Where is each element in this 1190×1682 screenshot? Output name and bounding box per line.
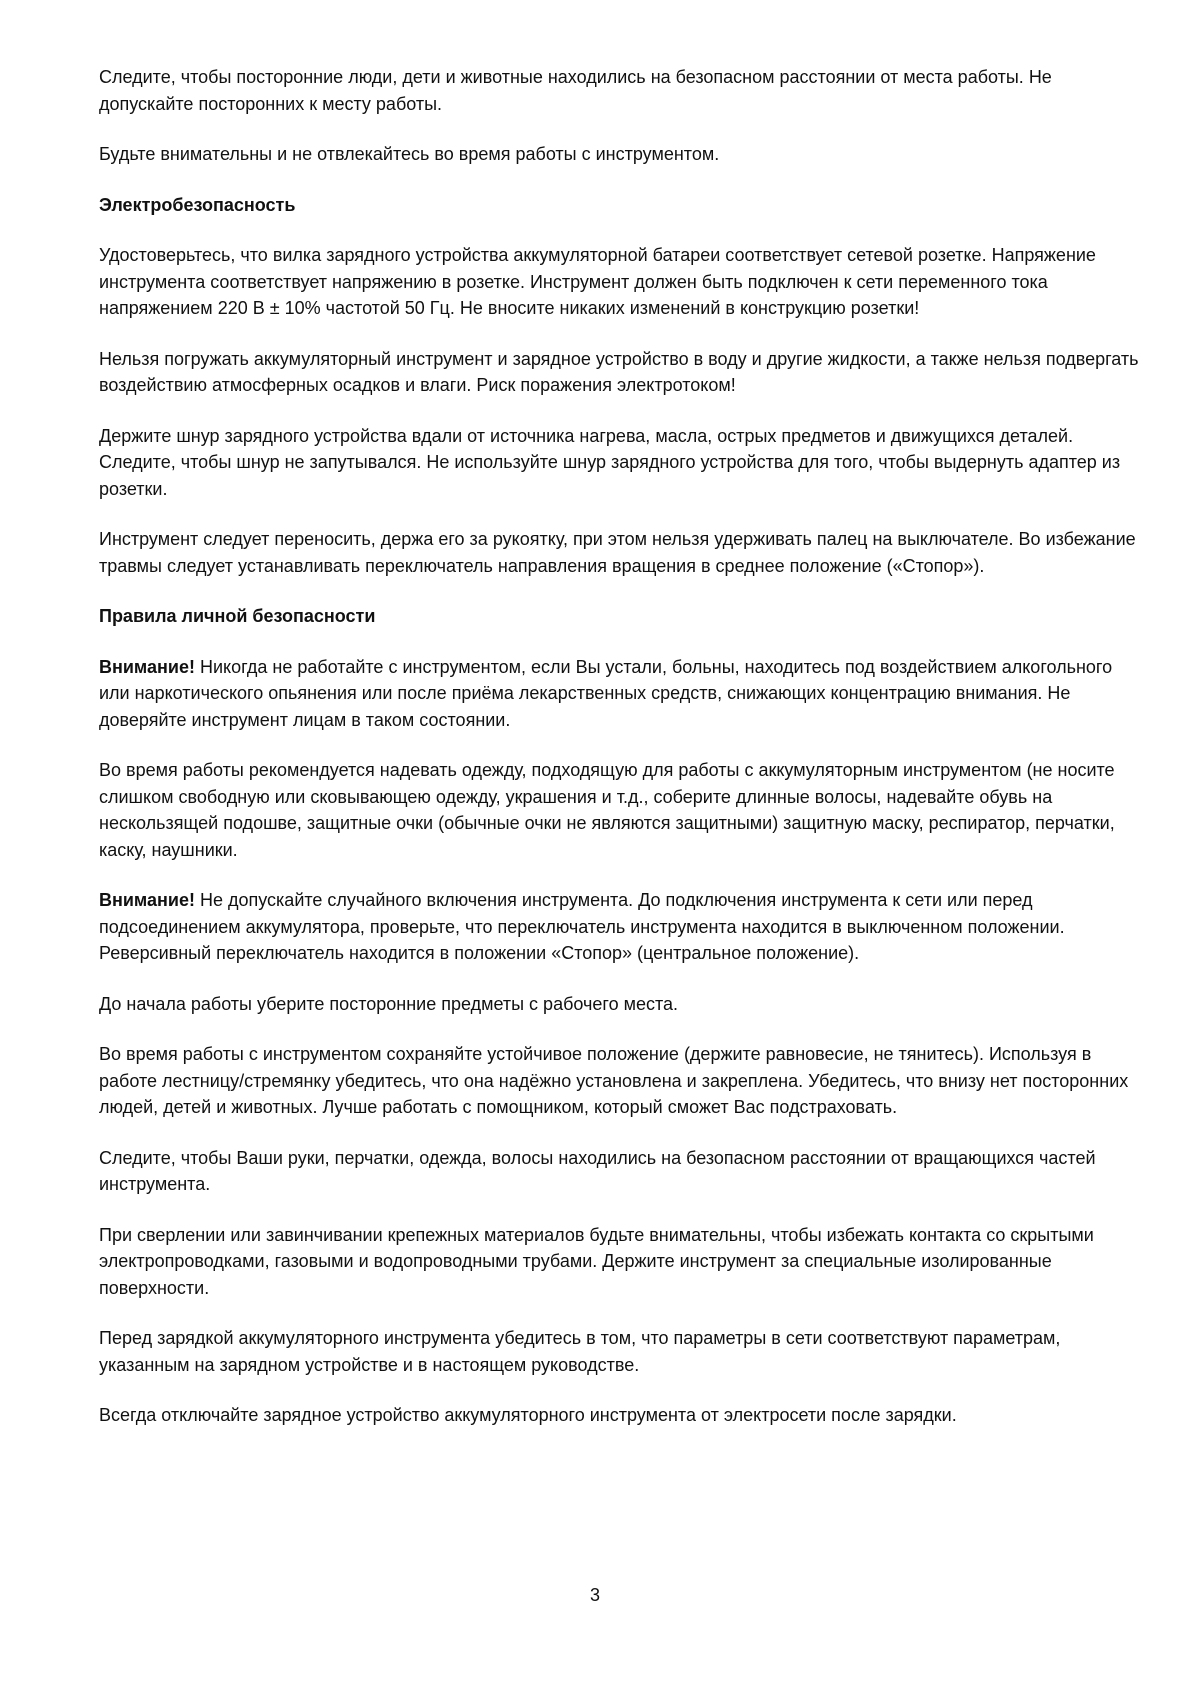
section-heading-electrical-safety: Электробезопасность — [99, 194, 296, 215]
document-body — [99, 64, 1139, 1453]
paragraph: Будьте внимательны и не отвлекайтесь во время работы с инструментом. — [99, 144, 720, 164]
paragraph: Во время работы рекомендуется надевать одежду, подходящую для работы с аккумуляторным инструментом (не носите слишком свободную или сковывающею одежду, украшения и т.д., соберите длинные волосы, надевайте обувь на нескользящей подошве, защитные очки (обычные очки не являются защитными) защитную маску, респиратор, перчатки, каску, наушники. — [99, 760, 1115, 860]
warning-label: Внимание! — [99, 890, 195, 910]
paragraph: Следите, чтобы Ваши руки, перчатки, одежда, волосы находились на безопасном расстоянии от вращающихся частей инструмента. — [99, 1147, 1096, 1194]
warning-label: Внимание! — [99, 656, 195, 677]
paragraph: При сверлении или завинчивании крепежных материалов будьте внимательны, чтобы избежать контакта со скрытыми электропроводками, газовыми и водопроводными трубами. Держите инструмент за специальные изолированные поверхности. — [99, 1224, 1094, 1298]
paragraph: Удостоверьтесь, что вилка зарядного устройства аккумуляторной батареи соответствует сетевой розетке. Напряжение инструмента соответствует напряжению в розетке. Инструмент должен быть подключен к сети переменного тока напряжением 220 В ± 10% частотой 50 Гц. Не вносите никаких изменений в конструкцию розетки! — [99, 245, 1096, 318]
paragraph: Держите шнур зарядного устройства вдали от источника нагрева, масла, острых предметов и движущихся деталей. Следите, чтобы шнур не запутывался. Не используйте шнур зарядного устройства для того, чтобы выдернуть адаптер из розетки. — [99, 425, 1121, 499]
page-number: 3 — [589, 1585, 600, 1605]
paragraph: Всегда отключайте зарядное устройство аккумуляторного инструмента от электросети после зарядки. — [99, 1405, 957, 1425]
paragraph-warning: Внимание! Не допускайте случайного включения инструмента. До подключения инструмента к сети или перед подсоединением аккумулятора, проверьте, что переключатель инструмента находится в выключенном положении. Реверсивный переключатель находится в положении «Стопор» (центральное положение). — [99, 890, 1065, 963]
paragraph-warning: Внимание! Никогда не работайте с инструментом, если Вы устали, больны, находитесь под воздействием алкогольного или наркотического опьянения или после приёма лекарственных средств, снижающих концентрацию внимания. Не доверяйте инструмент лицам в таком состоянии. — [99, 656, 1113, 730]
paragraph: Следите, чтобы посторонние люди, дети и животные находились на безопасном расстоянии от места работы. Не допускайте посторонних к месту работы. — [99, 67, 1052, 114]
paragraph: Инструмент следует переносить, держа его за рукоятку, при этом нельзя удерживать палец на выключателе. Во избежание травмы следует устанавливать переключатель направления вращения в среднее положение («Стопор»). — [99, 529, 1136, 576]
section-heading-personal-safety: Правила личной безопасности — [99, 606, 376, 626]
paragraph: Нельзя погружать аккумуляторный инструмент и зарядное устройство в воду и другие жидкости, а также нельзя подвергать воздействию атмосферных осадков и влаги. Риск поражения электротоком! — [99, 348, 1139, 395]
paragraph: До начала работы уберите посторонние предметы с рабочего места. — [99, 993, 679, 1014]
paragraph: Перед зарядкой аккумуляторного инструмента убедитесь в том, что параметры в сети соответствуют параметрам, указанным на зарядном устройстве и в настоящем руководстве. — [99, 1328, 1061, 1375]
paragraph: Во время работы с инструментом сохраняйте устойчивое положение (держите равновесие, не тянитесь). Используя в работе лестницу/стремянку убедитесь, что она надёжно установлена и закреплена. Убедитесь, что внизу нет посторонних людей, детей и животных. Лучше работать с помощником, который сможет Вас подстраховать. — [99, 1044, 1129, 1117]
